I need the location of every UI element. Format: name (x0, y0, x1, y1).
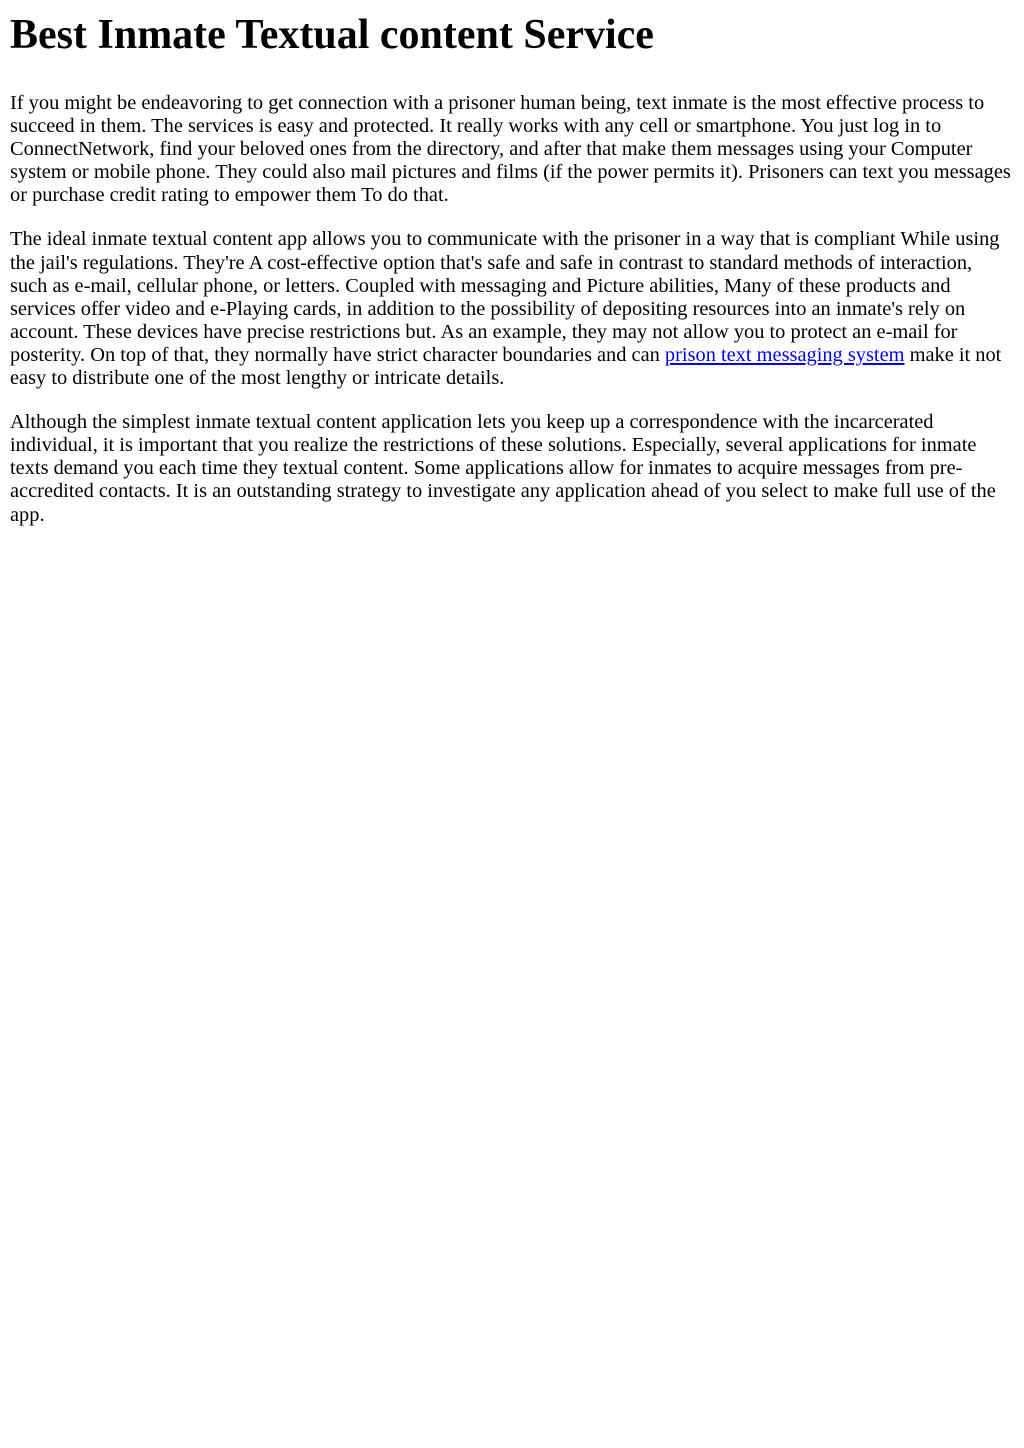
paragraph-intro (10, 92, 1014, 207)
prison-text-messaging-link[interactable]: prison text messaging system (664, 343, 905, 366)
paragraph-ideal-app-text-before: The ideal inmate textual content app allows you to communicate with the prisoner in a way that is compliant While using the jail's regulations. They're A cost-effective option that's safe and safe in contrast to standard methods of interaction, such as e-mail, cellular phone, or letters. Coupled with messaging and Picture abilities, Many of these products and services offer video and e-Playing cards, in addition to the possibility of depositing resources into an inmate's rely on account. These devices have precise restrictions but. As an example, they may not allow you to protect an e-mail for posterity. On top of that, they normally have strict character boundaries and can (10, 228, 1000, 366)
page-title: Best Inmate Textual content Service (10, 12, 654, 58)
paragraph-intro-text: If you might be endeavoring to get connection with a prisoner human being, text inmate is the most effective process to succeed in them. The services is easy and protected. It really works with any cell or smartphone. You just log in to ConnectNetwork, find your beloved ones from the directory, and after that make them messages using your Computer system or mobile phone. They could also mail pictures and films (if the power permits it). Prisoners can text you messages or purchase credit rating to empower them To do that. (10, 92, 1011, 207)
paragraph-ideal-app (10, 228, 1014, 390)
article (0, 11, 1024, 527)
paragraph-restrictions (10, 411, 1014, 526)
paragraph-restrictions-text: Although the simplest inmate textual content application lets you keep up a correspondence with the incarcerated individual, it is important that you realize the restrictions of these solutions. Especially, several applications for inmate texts demand you each time they textual content. Some applications allow for inmates to acquire messages from pre-accredited contacts. It is an outstanding strategy to investigate any application ahead of you select to make full use of the app. (10, 411, 996, 526)
paragraph-ideal-app-text-after: make it not easy to distribute one of the most lengthy or intricate details. (10, 343, 1002, 390)
